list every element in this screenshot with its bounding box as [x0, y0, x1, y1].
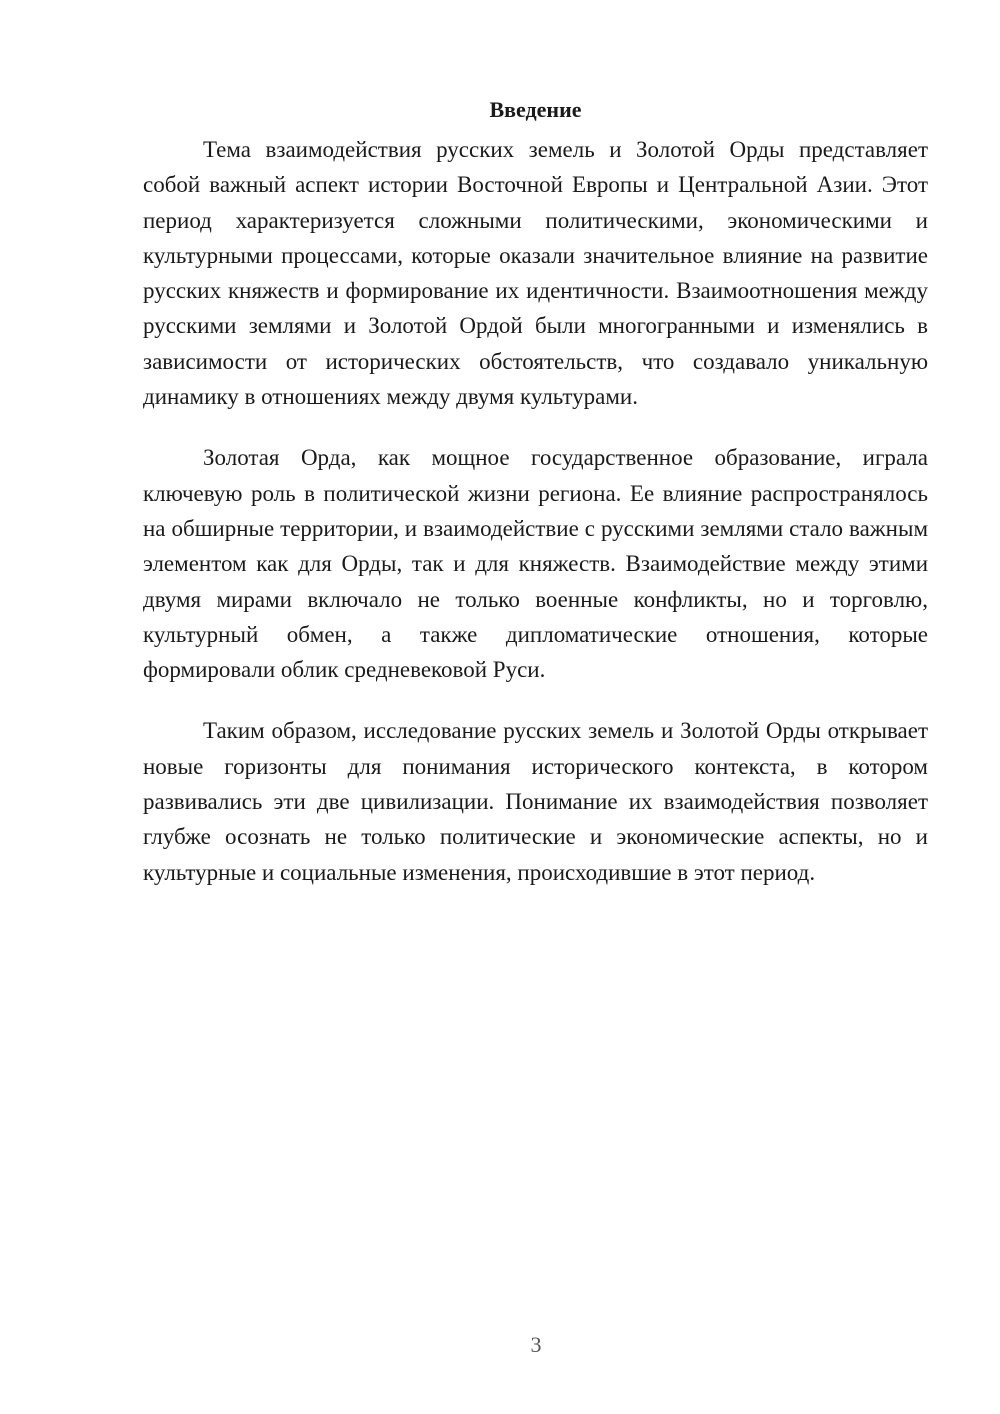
page-number: 3 — [530, 1332, 542, 1357]
paragraph-3: Таким образом, исследование русских земель и Золотой Орды открывает новые горизонты для понимания исторического контекста, в котором развивались эти две цивилизации. Понимание их взаимодействия позволяет глубже осознать не только политические и экономические аспекты, но и культурные и социальные изменения, происходившие в этот период. — [143, 718, 928, 885]
paragraph-2: Золотая Орда, как мощное государственное образование, играла ключевую роль в политической жизни региона. Ее влияние распространялось на обширные территории, и взаимодействие с русскими землями стало важным элементом как для Орды, так и для княжеств. Взаимодействие между этими двумя мирами включало не только военные конфликты, но и торговлю, культурный обмен, а также дипломатические отношения, которые формировали облик средневековой Руси. — [143, 445, 928, 683]
page-content — [143, 92, 928, 916]
section-title: Введение — [489, 97, 582, 122]
paragraph-1: Тема взаимодействия русских земель и Золотой Орды представляет собой важный аспект истории Восточной Европы и Центральной Азии. Этот период характеризуется сложными политическими, экономическими и культурными процессами, которые оказали значительное влияние на развитие русских княжеств и формирование их идентичности. Взаимоотношения между русскими землями и Золотой Ордой были многогранными и изменялись в зависимости от исторических обстоятельств, что создавало уникальную динамику в отношениях между двумя культурами. — [143, 137, 928, 410]
